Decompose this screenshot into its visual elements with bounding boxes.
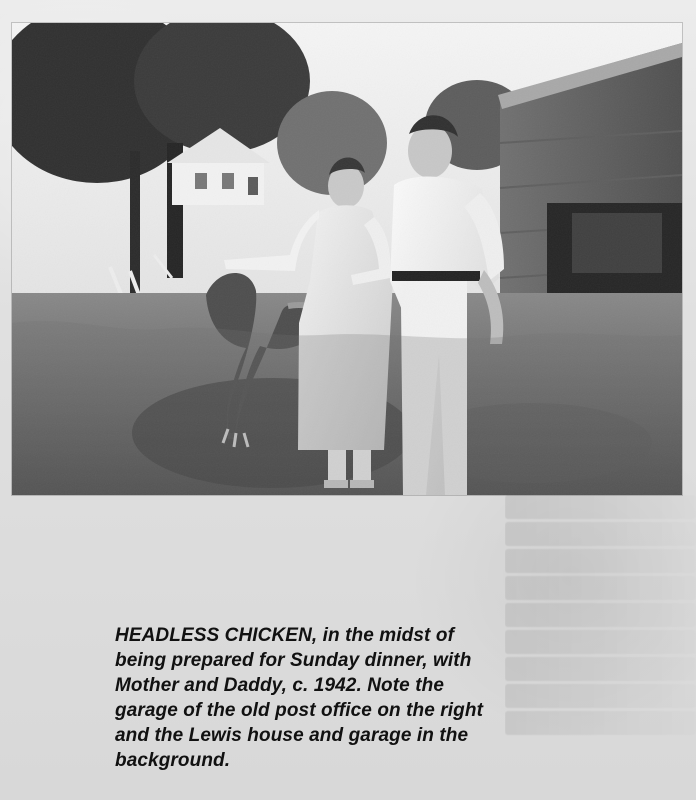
- photo-illustration: [12, 23, 682, 495]
- historic-photo: [12, 23, 682, 495]
- caption-line-1-rest: , in the midst of: [311, 625, 454, 646]
- caption-line-2: being prepared for Sunday dinner, with: [115, 650, 472, 671]
- caption-line-1: [115, 623, 585, 648]
- caption-emphasis: HEADLESS CHICKEN: [115, 625, 312, 646]
- bleed-line: [505, 549, 696, 573]
- caption-line-5: and the Lewis house and garage in the: [115, 725, 469, 746]
- photo-caption: [115, 623, 585, 773]
- caption-line-4: garage of the old post office on the right: [115, 700, 484, 721]
- bleed-line: [505, 576, 696, 600]
- bleed-line: [505, 495, 696, 519]
- caption-line-6: background.: [115, 750, 231, 771]
- bleed-line: [505, 522, 696, 546]
- caption-line-3: Mother and Daddy, c. 1942. Note the: [115, 675, 445, 696]
